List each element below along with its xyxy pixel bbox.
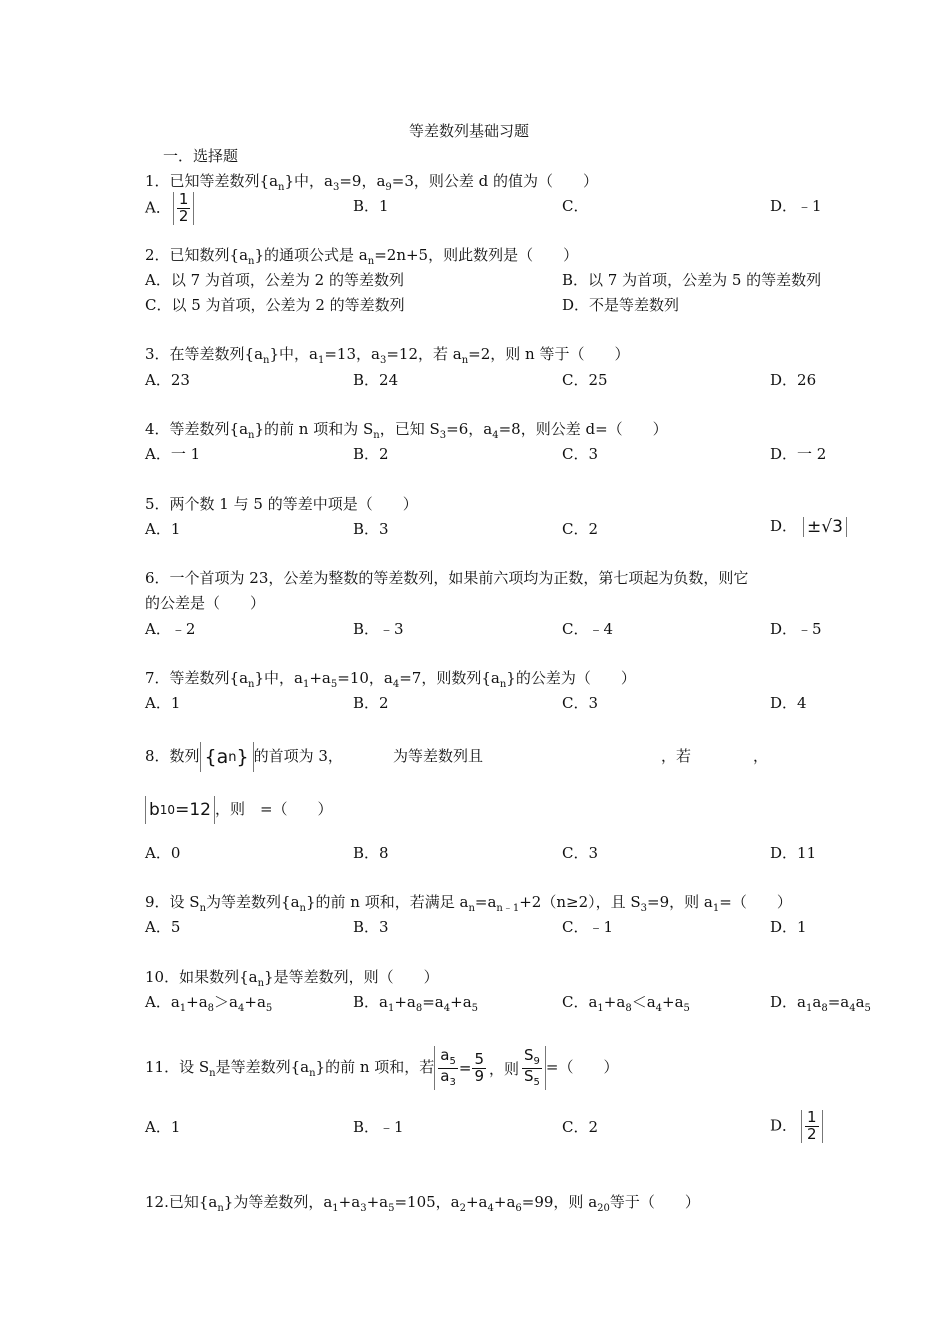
q2-option-b: B．以 7 为首项，公差为 5 的等差数列 — [562, 271, 822, 289]
question-4: 4．等差数列$\{a_n\}$的前 n 项和为 $S_n$，已知 $S_3=6$，$a_4=8$，则公差 d=（ ） — [145, 420, 668, 441]
question-6-line-2: 的公差是（ ） — [145, 594, 266, 612]
q10-option-a: A．$a_1+a_8>a_4+a_5$ — [145, 993, 273, 1014]
q1-option-c: C． — [562, 197, 589, 215]
q5-option-a: A．1 — [145, 520, 181, 538]
q6-option-b: B．﹣3 — [353, 620, 404, 638]
q2-option-d: D．不是等差数列 — [562, 296, 680, 314]
q7-option-d: D．4 — [770, 694, 807, 712]
question-5: 5．两个数 1 与 5 的等差中项是（ ） — [145, 495, 418, 513]
q8-option-d: D．11 — [770, 844, 817, 862]
q1-option-b: B．1 — [353, 197, 389, 215]
q8-option-a: A．0 — [145, 844, 181, 862]
sequence-an-image: {a n } — [200, 742, 254, 772]
q9-option-a: A．5 — [145, 918, 181, 936]
q9-option-b: B．3 — [353, 918, 389, 936]
question-8-line-2: b 10 =12 ，则 =（ ） — [145, 796, 333, 824]
q5-option-b: B．3 — [353, 520, 389, 538]
q6-option-a: A．﹣2 — [145, 620, 196, 638]
q3-option-d: D．26 — [770, 371, 817, 389]
q6-option-d: D．﹣5 — [770, 620, 822, 638]
question-6-line-1: 6．一个首项为 23，公差为整数的等差数列，如果前六项均为正数，第七项起为负数，则它 — [145, 569, 749, 587]
q10-option-b: B．$a_1+a_8=a_4+a_5$ — [353, 993, 479, 1014]
q11-option-a: A．1 — [145, 1118, 181, 1136]
plus-minus-sqrt-image: ±√3 — [803, 517, 847, 537]
question-8-line-1: 8．数列 {a n } 的首项为 3， 为等差数列且 ，若 ， — [145, 742, 768, 772]
q1-option-a: A． $\frac{1}{2}$ — [145, 192, 194, 225]
q7-option-a: A．1 — [145, 694, 181, 712]
q7-option-c: C．3 — [562, 694, 599, 712]
q11-option-d: D． $\frac{1}{2}$ — [770, 1110, 823, 1143]
q6-option-c: C．﹣4 — [562, 620, 614, 638]
question-2: 2．已知数列$\{a_n\}$的通项公式是 $a_n=2n+5$，则此数列是（ ） — [145, 246, 579, 267]
question-12: 12.已知$\{a_n\}$为等差数列，$a_1+a_3+a_5=105$，$a_2+a_4+a_6=99$，则 $a_{20}$等于（ ） — [145, 1193, 700, 1214]
fraction-image: $\frac{1}{2}$ — [173, 192, 195, 225]
q4-option-b: B．2 — [353, 445, 389, 463]
question-11: 11．设 $S_n$是等差数列$\{a_n\}$的前 n 项和，若 $\frac{a_5}{a_3}$ = $\frac{5}{9}$ ，则 $\frac{S_9}{S_5}$ =（ ） — [145, 1046, 619, 1090]
q4-option-c: C．3 — [562, 445, 599, 463]
question-9: 9．设 $S_n$为等差数列$\{a_n\}$的前 n 项和，若满足 $a_n=a_{n﹣1}+2(n\ge 2)$，且 $S_3=9$，则 $a_1=$（ ） — [145, 893, 792, 914]
q3-option-c: C．25 — [562, 371, 608, 389]
q4-option-a: A．一 1 — [145, 445, 201, 463]
q2-option-a: A．以 7 为首项，公差为 2 的等差数列 — [145, 271, 404, 289]
q10-option-c: C．$a_1+a_8<a_4+a_5$ — [562, 993, 690, 1014]
page-title: 等差数列基础习题 — [409, 122, 530, 140]
fraction-image: $\frac{1}{2}$ — [801, 1110, 823, 1143]
q11-option-c: C．2 — [562, 1118, 599, 1136]
q8-option-b: B．8 — [353, 844, 389, 862]
q9-option-c: C．﹣1 — [562, 918, 614, 936]
q4-option-d: D．一 2 — [770, 445, 827, 463]
q2-option-c: C．以 5 为首项，公差为 2 的等差数列 — [145, 296, 405, 314]
q5-option-c: C．2 — [562, 520, 599, 538]
q10-option-d: D．$a_1a_8=a_4a_5$ — [770, 993, 871, 1014]
q11-option-b: B．﹣1 — [353, 1118, 404, 1136]
question-1: 1．已知等差数列$\{a_n\}$中，$a_3=9$，$a_9=3$，则公差 d 的值为（ ） — [145, 172, 599, 193]
q3-option-a: A．23 — [145, 371, 190, 389]
question-7: 7．等差数列$\{a_n\}$中，$a_1+a_5=10$，$a_4=7$，则数列$\{a_n\}$的公差为（ ） — [145, 669, 636, 690]
q1-option-d: D．﹣1 — [770, 197, 822, 215]
b10-equals-12-image: b 10 =12 — [145, 796, 215, 824]
q7-option-b: B．2 — [353, 694, 389, 712]
q9-option-d: D．1 — [770, 918, 807, 936]
section-heading: 一．选择题 — [163, 147, 239, 165]
q8-option-c: C．3 — [562, 844, 599, 862]
question-10: 10．如果数列$\{a_n\}$是等差数列，则（ ） — [145, 968, 439, 989]
q5-option-d: D． ±√3 — [770, 515, 847, 537]
question-3: 3．在等差数列$\{a_n\}$中，$a_1=13$，$a_3=12$，若 $a_n=2$，则 n 等于（ ） — [145, 345, 630, 366]
q3-option-b: B．24 — [353, 371, 399, 389]
ratio-fraction-image: $\frac{a_5}{a_3}$ = $\frac{5}{9}$ ，则 $\frac{S_9}{S_5}$ — [434, 1046, 546, 1090]
